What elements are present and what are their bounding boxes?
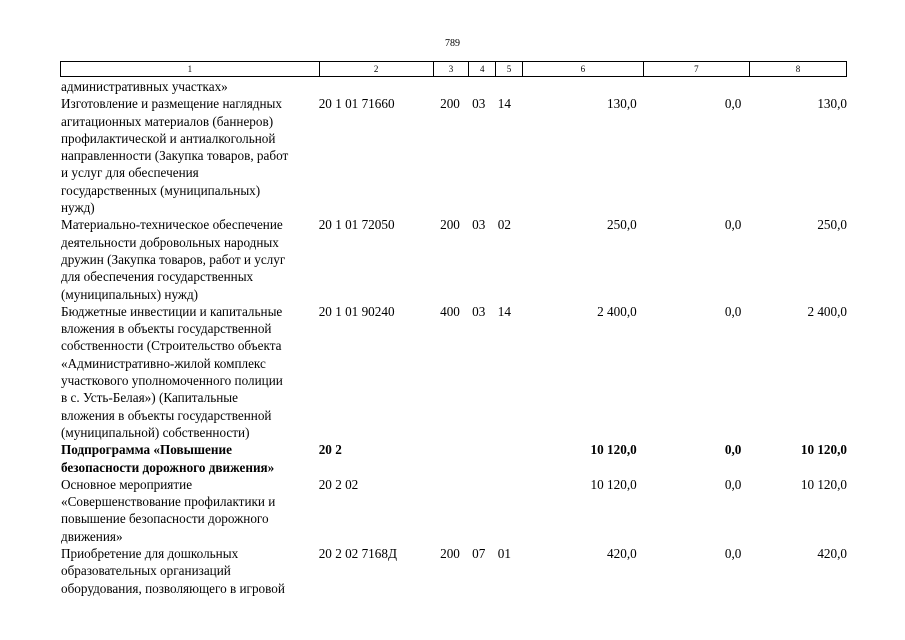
row-name-line: государственных (муниципальных) [61,182,261,198]
row-value-col8: 130,0 [817,96,847,112]
row-name-line: административных участках» [61,79,228,94]
table-body [61,78,847,597]
row-code: 20 1 01 90240 [318,303,395,319]
row-value-col8: 10 120,0 [800,442,847,458]
row-value-col7: 0,0 [724,442,742,458]
row-value-col6: 420,0 [607,546,637,562]
row-name-line: агитационных материалов (баннеров) [61,113,274,129]
row-name-line: «Административно-жилой комплекс [61,355,266,371]
row-section: 07 [472,546,486,562]
row-name-line: Бюджетные инвестиции и капитальные [61,303,283,319]
row-code: 20 2 02 [318,476,359,492]
row-vr: 400 [440,303,460,319]
row-name-line: безопасности дорожного движения» [61,459,275,475]
table-header [60,61,847,77]
header-col-5: 5 [496,62,523,76]
row-name-line: профилактической и антиалкогольной [61,130,276,146]
row-value-col6: 130,0 [607,96,637,112]
row-subsection: 02 [497,217,511,233]
row-subsection: 01 [497,546,511,562]
table-row [61,216,847,302]
row-name-line: нужд) [61,200,95,216]
row-code: 20 1 01 71660 [318,96,395,112]
row-value-col8: 10 120,0 [800,476,847,492]
row-name-line: Приобретение для дошкольных [61,546,239,562]
row-code: 20 2 [318,442,342,458]
header-col-4: 4 [469,62,496,76]
row-name-line: для обеспечения государственных [61,269,254,285]
row-value-col7: 0,0 [724,96,742,112]
row-subsection: 14 [497,303,511,319]
row-section: 03 [472,96,486,112]
row-name-line: собственности (Строительство объекта [61,338,282,354]
row-name [61,441,318,476]
table-row [61,441,847,476]
row-section: 03 [472,303,486,319]
row-name [61,78,318,95]
row-value-col8: 420,0 [817,546,847,562]
row-name-line: движения» [61,528,123,544]
row-value-col8 [741,78,847,95]
row-section [466,78,492,95]
row-name-line: оборудования, позволяющего в игровой [61,580,285,596]
row-vr: 200 [440,217,460,233]
row-value-col7: 0,0 [724,303,742,319]
page-number: 789 [445,38,460,49]
row-value-col6: 250,0 [607,217,637,233]
header-col-6: 6 [523,62,644,76]
row-name [61,303,318,441]
table-row [61,545,847,597]
row-section: 03 [472,217,486,233]
row-vr [431,78,466,95]
row-subsection [492,441,518,476]
row-vr: 200 [440,96,460,112]
row-name-line: Основное мероприятие [61,476,193,492]
row-value-col6: 10 120,0 [590,442,637,458]
row-name-line: участкового уполномоченного полиции [61,373,283,389]
row-name [61,95,318,216]
row-code: 20 1 01 72050 [318,217,395,233]
row-name-line: «Совершенствование профилактики и [61,494,276,510]
row-name-line: деятельности добровольных народных [61,234,279,250]
row-value-col7: 0,0 [724,217,742,233]
row-value-col8: 250,0 [817,217,847,233]
row-vr: 200 [440,546,460,562]
row-name-line: повышение безопасности дорожного [61,511,269,527]
row-subsection [492,476,518,545]
row-name-line: Материально-техническое обеспечение [61,217,283,233]
row-subsection: 14 [497,96,511,112]
row-value-col6: 10 120,0 [590,476,637,492]
row-value-col7 [637,78,742,95]
row-code [318,78,432,95]
table-row [61,476,847,545]
row-vr [431,441,466,476]
row-name [61,545,318,597]
row-name-line: Изготовление и размещение наглядных [61,96,282,112]
row-name-line: в с. Усть-Белая») (Капитальные [61,390,239,406]
row-name-line: Подпрограмма «Повышение [61,442,232,458]
row-name-line: дружин (Закупка товаров, работ и услуг [61,251,286,267]
row-value-col8: 2 400,0 [807,303,847,319]
row-value-col7: 0,0 [724,546,742,562]
row-value-col7: 0,0 [724,476,742,492]
row-name-line: (муниципальной) собственности) [61,424,250,440]
header-col-1: 1 [61,62,320,76]
row-name-line: и услуг для обеспечения [61,165,199,181]
row-subsection [492,78,518,95]
header-col-8: 8 [795,64,801,74]
table-row [61,95,847,216]
row-section [466,441,492,476]
row-code: 20 2 02 7168Д [318,546,397,562]
header-col-3: 3 [434,62,470,76]
row-name-line: образовательных организаций [61,563,231,579]
row-section [466,476,492,545]
row-name [61,476,318,545]
header-col-2: 2 [320,62,434,76]
row-name [61,216,318,302]
row-value-col6: 2 400,0 [597,303,637,319]
table-row [61,78,847,95]
row-vr [431,476,466,545]
row-name-line: вложения в объекты государственной [61,407,272,423]
table-row [61,303,847,441]
row-name-line: (муниципальных) нужд) [61,286,199,302]
row-value-col6 [517,78,636,95]
row-name-line: направленности (Закупка товаров, работ [61,148,289,164]
header-col-7: 7 [644,62,750,76]
row-name-line: вложения в объекты государственной [61,321,272,337]
